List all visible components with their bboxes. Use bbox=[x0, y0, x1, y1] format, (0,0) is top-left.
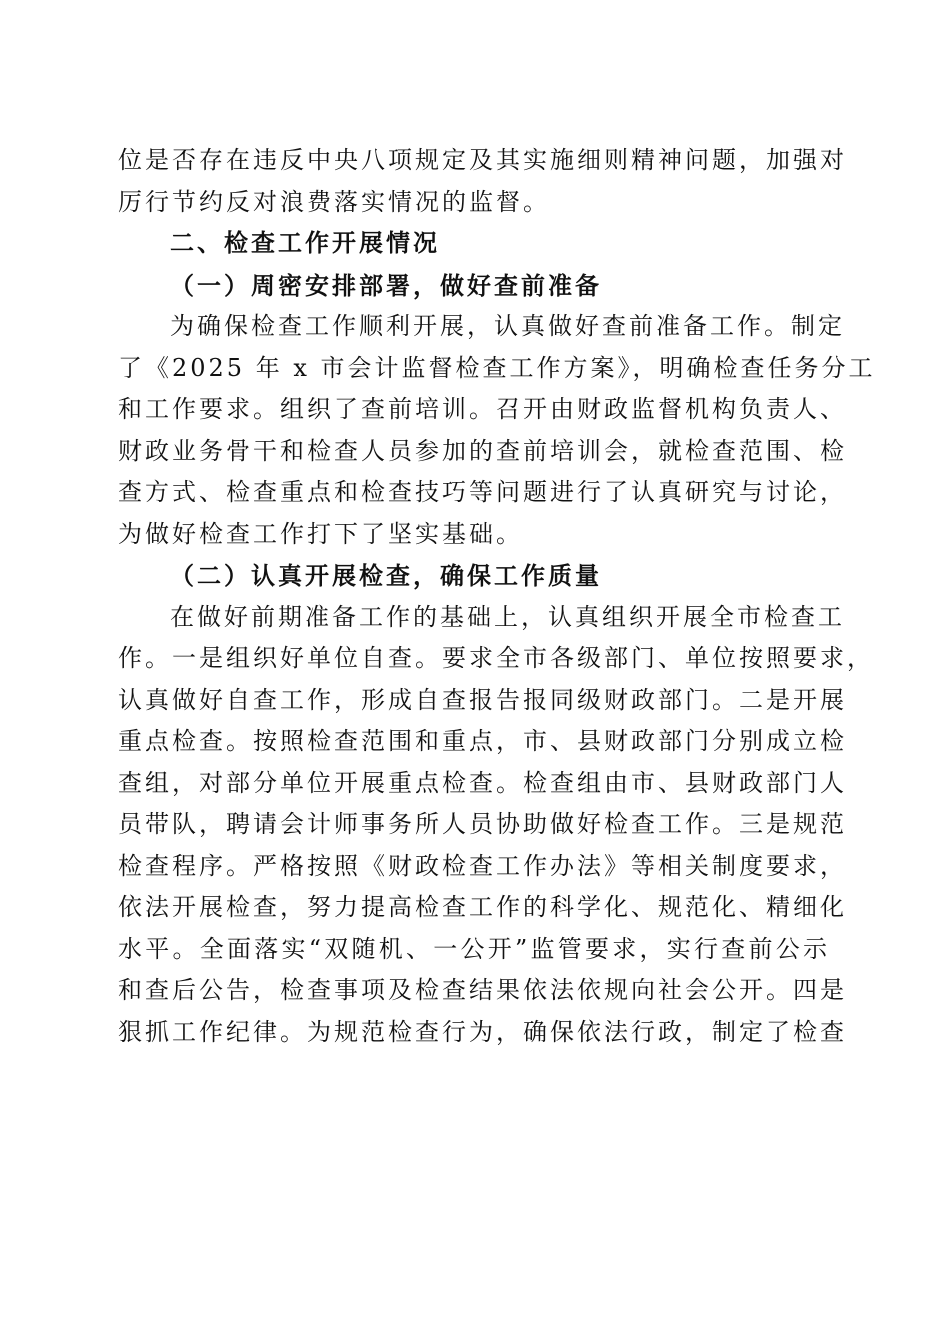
body-line: 查方式、检查重点和检查技巧等问题进行了认真研究与讨论， bbox=[118, 478, 847, 506]
subsection-heading: （一）周密安排部署，做好查前准备 bbox=[170, 270, 602, 300]
body-line: 为确保检查工作顺利开展，认真做好查前准备工作。制定 bbox=[170, 312, 845, 340]
body-line: 财政业务骨干和检查人员参加的查前培训会，就检查范围、检 bbox=[118, 436, 847, 465]
body-line: 依法开展检查，努力提高检查工作的科学化、规范化、精细化 bbox=[118, 893, 847, 921]
body-line: 员带队，聘请会计师事务所人员协助做好检查工作。三是规范 bbox=[118, 810, 847, 838]
body-line: 和查后公告，检查事项及检查结果依法依规向社会公开。四是 bbox=[118, 976, 847, 1004]
body-line: 狠抓工作纪律。为规范检查行为，确保依法行政，制定了检查 bbox=[118, 1017, 847, 1046]
body-line: 作。一是组织好单位自查。要求全市各级部门、单位按照要求， bbox=[118, 644, 874, 672]
body-line: 和工作要求。组织了查前培训。召开由财政监督机构负责人、 bbox=[118, 395, 847, 423]
body-line: 查组，对部分单位开展重点检查。检查组由市、县财政部门人 bbox=[118, 768, 847, 797]
subsection-heading: （二）认真开展检查，确保工作质量 bbox=[170, 561, 602, 590]
body-line: 水平。全面落实“双随机、一公开”监管要求，实行查前公示 bbox=[118, 934, 830, 963]
body-line: 厉行节约反对浪费落实情况的监督。 bbox=[118, 187, 550, 216]
body-line: 在做好前期准备工作的基础上，认真组织开展全市检查工 bbox=[170, 602, 845, 631]
body-line: 了《2025 年 x 市会计监督检查工作方案》，明确检查任务分工 bbox=[118, 353, 876, 382]
section-heading: 二、检查工作开展情况 bbox=[170, 229, 440, 257]
body-line: 检查程序。严格按照《财政检查工作办法》等相关制度要求， bbox=[118, 851, 847, 880]
body-line: 位是否存在违反中央八项规定及其实施细则精神问题，加强对 bbox=[118, 146, 847, 174]
document-body bbox=[118, 140, 876, 1053]
body-line: 重点检查。按照检查范围和重点，市、县财政部门分别成立检 bbox=[118, 727, 847, 755]
body-line: 为做好检查工作打下了坚实基础。 bbox=[118, 519, 523, 548]
body-line: 认真做好自查工作，形成自查报告报同级财政部门。二是开展 bbox=[118, 685, 847, 714]
